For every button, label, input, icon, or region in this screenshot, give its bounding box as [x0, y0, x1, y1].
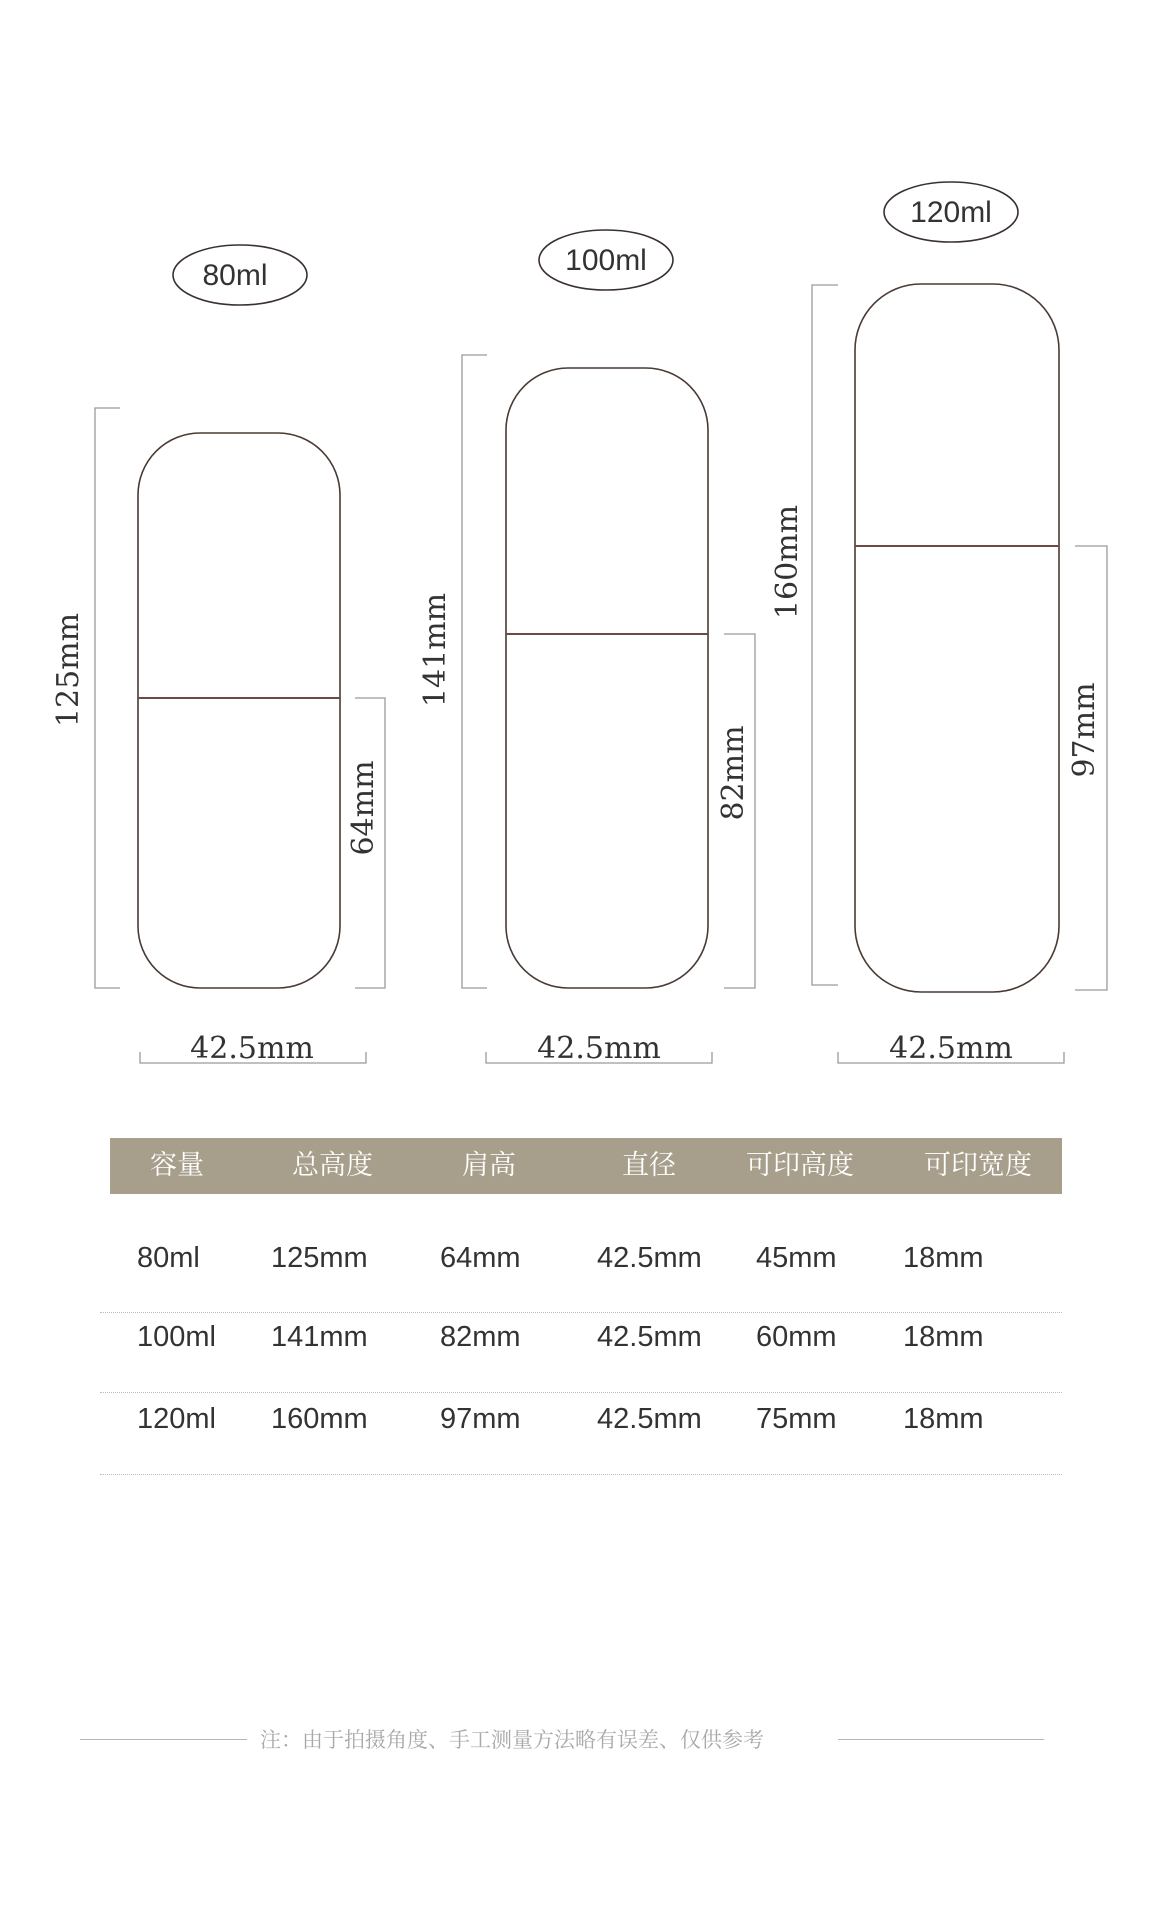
total-height-bracket: [812, 285, 838, 985]
cell-total-height: 141mm: [271, 1321, 368, 1353]
cell-printable-height: 60mm: [756, 1321, 837, 1353]
table-row: [100, 1321, 1062, 1401]
cell-diameter: 42.5mm: [597, 1321, 702, 1353]
cell-capacity: 80ml: [137, 1242, 200, 1274]
bottle-outline: [506, 368, 708, 988]
header-diameter: 直径: [622, 1150, 676, 1181]
diameter-label: 42.5mm: [537, 1031, 661, 1066]
capacity-label: 120ml: [910, 196, 992, 229]
header-total-height: 总高度: [292, 1150, 373, 1181]
shoulder-height-label: 82mm: [716, 725, 751, 821]
spec-table: [110, 1138, 1062, 1435]
row-divider: [100, 1392, 1062, 1393]
cell-shoulder-height: 97mm: [440, 1403, 521, 1435]
header-capacity: 容量: [150, 1150, 204, 1181]
cell-printable-height: 75mm: [756, 1403, 837, 1435]
bottle-outline: [138, 433, 340, 988]
shoulder-height-label: 64mm: [346, 760, 381, 856]
cell-shoulder-height: 82mm: [440, 1321, 521, 1353]
total-height-label: 160mm: [770, 504, 805, 620]
cell-printable-width: 18mm: [903, 1321, 984, 1353]
diameter-label: 42.5mm: [889, 1031, 1013, 1066]
footnote-rule-right: [838, 1739, 1044, 1740]
total-height-label: 125mm: [51, 612, 86, 728]
footnote-text: 注：由于拍摄角度、手工测量方法略有误差、仅供参考: [260, 1728, 764, 1752]
total-height-label: 141mm: [418, 592, 453, 708]
total-height-bracket: [95, 408, 120, 988]
cell-diameter: 42.5mm: [597, 1403, 702, 1435]
table-row: [100, 1403, 1062, 1483]
bottle-outline: [855, 284, 1059, 992]
cell-printable-width: 18mm: [903, 1242, 984, 1274]
bottle-120ml-group: [770, 182, 1107, 1066]
row-divider: [100, 1474, 1062, 1475]
cell-printable-width: 18mm: [903, 1403, 984, 1435]
table-row: [100, 1242, 1062, 1322]
footnote-rule-left: [80, 1739, 247, 1740]
total-height-bracket: [462, 355, 487, 988]
shoulder-height-label: 97mm: [1067, 682, 1102, 778]
capacity-label: 100ml: [565, 244, 647, 277]
cell-total-height: 125mm: [271, 1242, 368, 1274]
cell-capacity: 100ml: [137, 1321, 216, 1353]
row-divider: [100, 1312, 1062, 1313]
cell-shoulder-height: 64mm: [440, 1242, 521, 1274]
table-header: [110, 1138, 1062, 1194]
cell-printable-height: 45mm: [756, 1242, 837, 1274]
header-printable-height: 可印高度: [746, 1150, 854, 1181]
header-shoulder-height: 肩高: [462, 1150, 516, 1181]
bottle-100ml-group: [418, 230, 755, 1066]
cell-capacity: 120ml: [137, 1403, 216, 1435]
cell-total-height: 160mm: [271, 1403, 368, 1435]
cell-diameter: 42.5mm: [597, 1242, 702, 1274]
bottle-80ml-group: [51, 245, 385, 1066]
diameter-label: 42.5mm: [190, 1031, 314, 1066]
footnote: [0, 1720, 1158, 1760]
capacity-label: 80ml: [202, 259, 268, 292]
header-printable-width: 可印宽度: [924, 1150, 1032, 1181]
